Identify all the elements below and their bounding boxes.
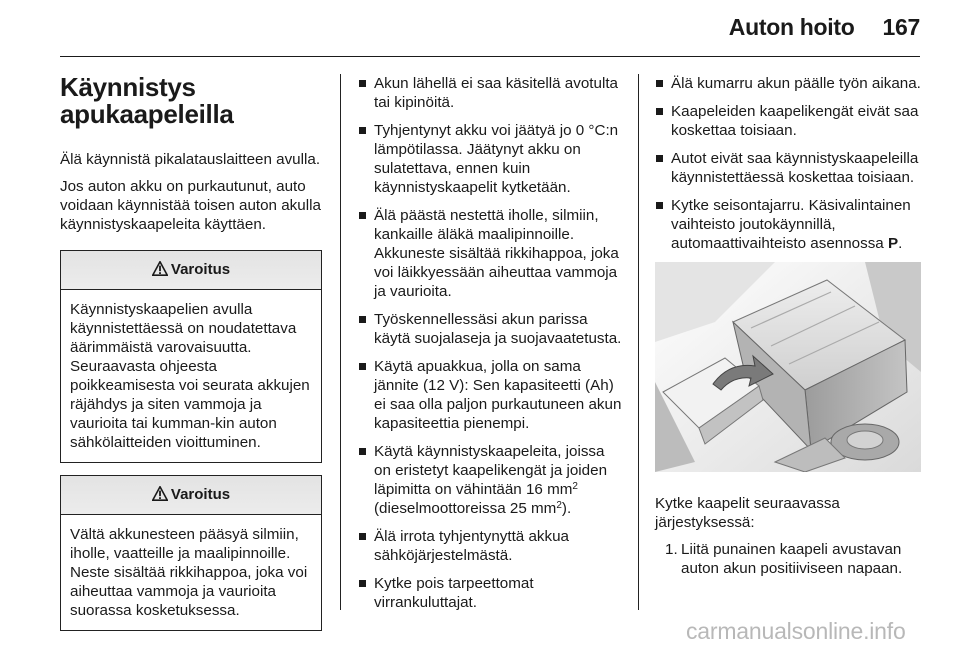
- warning-body: Käynnistyskaapelien avulla käynnistettäessä on noudatettava äärimmäistä varovaisuutta. Seuraavasta ohjeesta poikkeamisesta voi seurata akkujen räjähdys ja siten vammoja ja vaurioita tai kumman-kin auton sähkölaitteiden vioittuminen.: [70, 301, 310, 451]
- warning-triangle-icon: [152, 261, 168, 276]
- list-item: Tyhjentynyt akku voi jäätyä jo 0 °C:n lämpötilassa. Jäätynyt akku on sulatettava, ennen kuin käynnistyskaapelit kytketään.: [358, 121, 624, 197]
- list-item: Kaapeleiden kaapelikengät eivät saa koskettaa toisiaan.: [655, 102, 921, 140]
- bullet-square-icon: [359, 80, 366, 87]
- bullet-square-icon: [359, 212, 366, 219]
- list-item: Kytke seisontajarru. Käsivalintainen vaihteisto joutokäynnillä, automaattivaihteisto asennossa P.: [655, 196, 921, 253]
- list-item: Autot eivät saa käynnistyskaapeleilla käynnistettäessä koskettaa toisiaan.: [655, 149, 921, 187]
- column-right: [655, 74, 921, 578]
- warning-heading-label: Varoitus: [170, 486, 231, 503]
- list-item: Käytä käynnistyskaapeleita, joissa on eristetyt kaapelikengät ja joiden läpimitta on vähintään 16 $mm^2$ (dieselmoottoreissa 25 $mm^2$).: [358, 442, 624, 518]
- column-divider: [638, 74, 639, 610]
- precaution-list: [358, 74, 624, 612]
- column-middle: [358, 74, 624, 621]
- column-divider: [340, 74, 341, 610]
- bullet-square-icon: [656, 155, 663, 162]
- list-item: Kytke pois tarpeettomat virrankuluttajat.: [358, 574, 624, 612]
- warning-heading-label: Varoitus: [170, 261, 231, 278]
- column-left: [60, 74, 322, 641]
- precaution-list-continued: [655, 74, 921, 253]
- battery-illustration: [655, 262, 921, 472]
- bullet-square-icon: [359, 448, 366, 455]
- page-header-title: Auton hoito: [728, 14, 855, 40]
- bullet-square-icon: [656, 202, 663, 209]
- intro-paragraph-1: Älä käynnistä pikalatauslaitteen avulla.: [60, 151, 321, 168]
- warning-heading: [61, 251, 321, 290]
- list-item: Akun lähellä ei saa käsitellä avotulta tai kipinöitä.: [358, 74, 624, 112]
- warning-triangle-icon: [152, 486, 168, 501]
- section-title-line-2: apukaapeleilla: [60, 99, 234, 129]
- list-item: Älä päästä nestettä iholle, silmiin, kankaille äläkä maalipinnoille. Akkuneste sisältää rikkihappoa, joka voi läikkyessään aiheuttaa vammoja ja vaurioita.: [358, 206, 624, 301]
- bullet-square-icon: [656, 108, 663, 115]
- steps-list: [655, 540, 921, 578]
- bullet-square-icon: [359, 316, 366, 323]
- warning-heading: [61, 476, 321, 515]
- bullet-square-icon: [359, 580, 366, 587]
- warning-body: Vältä akkunesteen pääsyä silmiin, iholle, vaatteille ja maalipinnoille. Neste sisältää rikkihappoa, joka voi aiheuttaa vammoja ja vaurioita suorassa kosketuksessa.: [70, 526, 308, 619]
- list-item: Älä kumarru akun päälle työn aikana.: [655, 74, 921, 93]
- step-item: 1. Liitä punainen kaapeli avustavan auton akun positiiviseen napaan.: [665, 541, 903, 577]
- list-item: Älä irrota tyhjentynyttä akkua sähköjärjestelmästä.: [358, 527, 624, 565]
- warning-box-1: [60, 250, 322, 463]
- page-number: 167: [882, 14, 920, 40]
- bullet-square-icon: [359, 127, 366, 134]
- instructions-lead: Kytke kaapelit seuraavassa järjestyksessä:: [655, 495, 840, 531]
- section-title-line-1: Käynnistys: [60, 72, 196, 102]
- section-title: [60, 74, 322, 128]
- warning-box-2: [60, 475, 322, 631]
- list-item: Käytä apuakkua, jolla on sama jännite (12 V): Sen kapasiteetti (Ah) ei saa olla paljon purkautuneen akun kapasiteettia pienempi.: [358, 357, 624, 433]
- battery-cover-image: [655, 262, 921, 472]
- watermark: carmanualsonline.info: [686, 618, 906, 644]
- page-header: [520, 14, 920, 41]
- bullet-square-icon: [656, 80, 663, 87]
- bullet-square-icon: [359, 533, 366, 540]
- header-rule: [60, 56, 920, 57]
- bullet-square-icon: [359, 363, 366, 370]
- list-item: Työskennellessäsi akun parissa käytä suojalaseja ja suojavaatetusta.: [358, 310, 624, 348]
- intro-paragraph-2: Jos auton akku on purkautunut, auto voidaan käynnistää toisen auton akulla käynnistyskaapeleita käyttäen.: [60, 178, 321, 233]
